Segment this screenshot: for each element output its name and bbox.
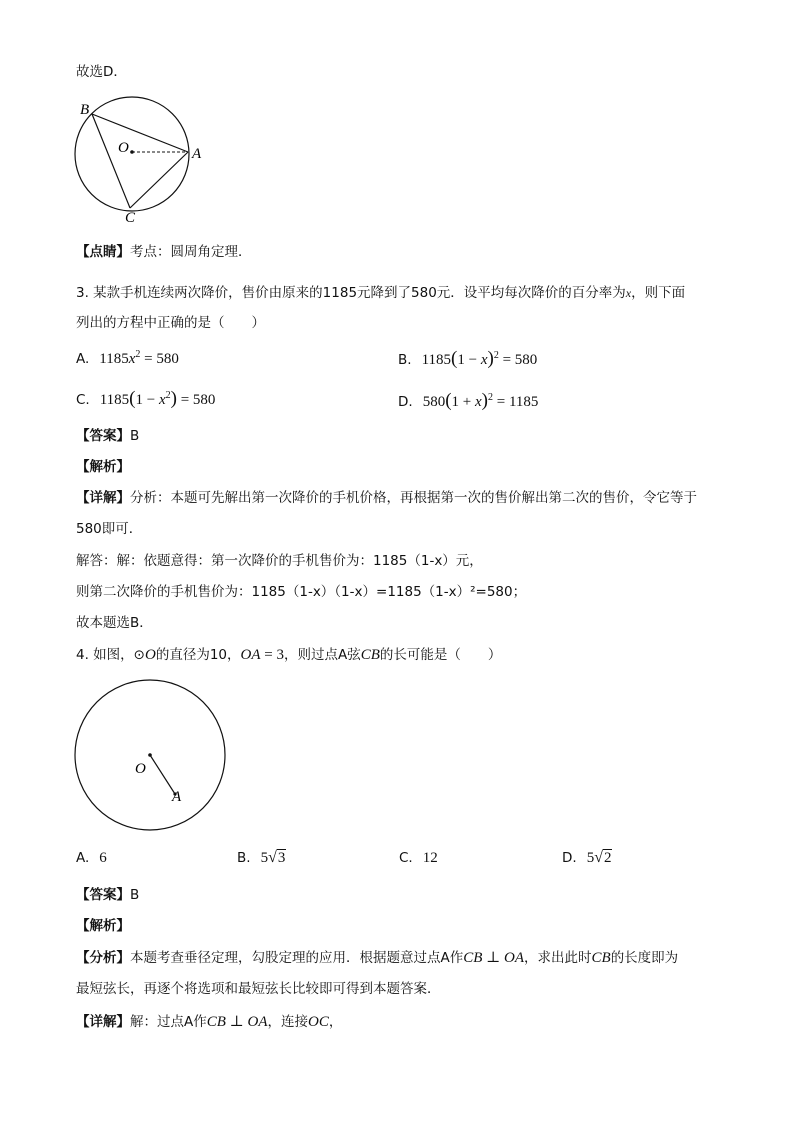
q3-stem-text: 3. 某款手机连续两次降价，售价由原来的1185元降到了580元．设平均每次降价的百分率为 <box>76 285 626 301</box>
q3-xiangjie-line5: 故本题选B． <box>76 615 153 631</box>
dianjing-tag: 【点睛】 <box>76 244 130 260</box>
dianjing-line <box>76 242 252 262</box>
circle-figure-2 <box>72 676 232 836</box>
q4-fenxi-line2: 最短弦长，再逐个将选项和最短弦长比较即可得到本题答案． <box>76 981 441 997</box>
answer-tag: 【答案】 <box>76 428 130 444</box>
q3-jiexi-tag: 【解析】 <box>76 459 130 475</box>
q4-xiangjie-line1: 【详解】解：过点A作CB ⊥ OA，连接OC， <box>76 1014 343 1030</box>
label-b: B <box>80 102 90 118</box>
q4-stem: 4. 如图，⊙O的直径为10，OA = 3，则过点A弦CB的长可能是（ ） <box>76 647 502 663</box>
q4-option-b: B. 5√3 <box>237 849 286 866</box>
dianjing-text: 考点：圆周角定理． <box>130 244 252 260</box>
q3-xiangjie-line3: 解答：解：依题意得：第一次降价的手机售价为：1185（1-x）元， <box>76 553 483 569</box>
label-a: A <box>192 146 202 162</box>
q3-xiangjie-line2: 580即可． <box>76 521 143 537</box>
q4-option-c: C. 12 <box>399 850 438 866</box>
option-letter: D. <box>398 394 413 410</box>
label-o: O <box>135 761 146 777</box>
q3-stem-tail: ，则下面 <box>631 285 686 301</box>
circle-figure-1 <box>70 92 230 224</box>
q3-option-a: A. $1185x^2 = 580$ <box>76 349 179 367</box>
xiangjie-text: 分析：本题可先解出第一次降价的手机价格，再根据第一次的售价解出第二次的售价，令它等于 <box>130 490 697 506</box>
q3-stem-line2: 列出的方程中正确的是（ ） <box>76 315 265 331</box>
option-letter: A. <box>76 351 90 367</box>
q4-jiexi-tag: 【解析】 <box>76 918 130 934</box>
circle-symbol: ⊙ <box>133 647 145 663</box>
answer-value: B <box>130 428 140 444</box>
q3-option-d: D. $580(1 + x)^2 = 1185$ <box>398 390 539 411</box>
label-a: A <box>172 789 182 805</box>
q4-answer: 【答案】B <box>76 887 140 903</box>
option-letter: C. <box>76 392 90 408</box>
xiangjie-tag: 【详解】 <box>76 490 130 506</box>
segment-ba <box>92 114 188 152</box>
q4-option-a: A. 6 <box>76 850 107 866</box>
label-o: O <box>118 140 129 156</box>
q3-answer <box>76 426 139 446</box>
label-c: C <box>125 210 136 224</box>
q3-xiangjie-line4: 则第二次降价的手机售价为：1185（1-x）（1-x）=1185（1-x）²=580； <box>76 584 527 600</box>
q4-option-d: D. 5√2 <box>562 849 612 866</box>
q3-option-c: C. $1185(1 - x^2) = 580$ <box>76 388 216 409</box>
q3-stem-line1 <box>76 283 685 303</box>
q3-var: x <box>625 286 632 300</box>
option-letter: B. <box>398 352 412 368</box>
q3-xiangjie-line1 <box>76 488 697 508</box>
center-point <box>130 150 134 154</box>
conclusion-line: 故选D． <box>76 64 127 80</box>
segment-bc <box>92 114 130 208</box>
segment-ac <box>130 152 188 208</box>
q4-fenxi-line1: 【分析】本题考查垂径定理，勾股定理的应用．根据题意过点A作CB ⊥ OA，求出此时CB的长度即为 <box>76 950 679 966</box>
q3-option-b: B. $1185(1 - x)^2 = 580$ <box>398 348 538 369</box>
